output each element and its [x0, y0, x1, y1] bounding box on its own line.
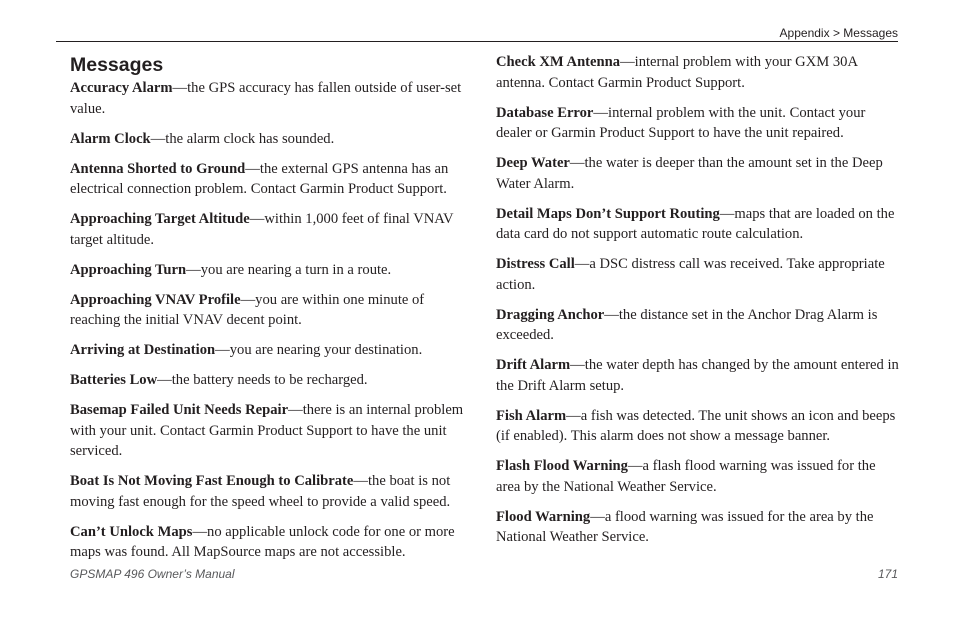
- message-term: Detail Maps Don’t Support Routing: [496, 205, 720, 222]
- message-description: —the alarm clock has sounded.: [150, 130, 335, 147]
- message-description: —you are within one minute of reaching the initial VNAV decent point.: [70, 291, 425, 328]
- message-description: —the water is deeper than the amount set in the Deep Water Alarm.: [496, 155, 883, 192]
- message-entry: [496, 153, 900, 194]
- breadcrumb: [780, 26, 898, 40]
- message-description: —the external GPS antenna has an electrical connection problem. Contact Garmin Product Support.: [70, 160, 449, 197]
- message-term: Drift Alarm: [496, 357, 571, 373]
- breadcrumb-page: Messages: [843, 26, 898, 40]
- footer-page-number: 171: [877, 567, 898, 581]
- message-entry: [496, 305, 900, 346]
- message-entry: [70, 260, 466, 281]
- message-entry: [70, 290, 466, 331]
- right-message-list: [496, 52, 900, 548]
- right-column: [496, 52, 900, 557]
- message-term: Batteries Low: [70, 372, 158, 388]
- message-term: Can’t Unlock Maps: [70, 523, 193, 540]
- message-term: Approaching Target Altitude: [70, 211, 250, 227]
- message-term: Arriving at Destination: [70, 342, 216, 358]
- page-title: Messages: [70, 54, 164, 76]
- message-entry: [496, 507, 900, 548]
- message-description: —a flash flood warning was issued for the area by the National Weather Service.: [496, 458, 876, 495]
- message-description: —the boat is not moving fast enough for the speed wheel to provide a valid speed.: [70, 473, 451, 510]
- message-description: —the GPS accuracy has fallen outside of user-set value.: [70, 80, 462, 117]
- message-description: —a flood warning was issued for the area by the National Weather Service.: [496, 508, 874, 545]
- message-description: —a fish was detected. The unit shows an icon and beeps (if enabled). This alarm does not show a message banner.: [496, 407, 896, 444]
- message-term: Distress Call: [496, 256, 575, 272]
- message-description: —the distance set in the Anchor Drag Alarm is exceeded.: [496, 306, 878, 343]
- message-term: Deep Water: [496, 155, 570, 171]
- message-term: Approaching VNAV Profile: [70, 291, 241, 308]
- message-term: Fish Alarm: [496, 407, 567, 424]
- message-description: —a DSC distress call was received. Take appropriate action.: [496, 256, 885, 293]
- message-entry: [496, 254, 900, 295]
- message-description: —internal problem with the unit. Contact your dealer or Garmin Product Support to have the unit repaired.: [496, 104, 866, 141]
- message-term: Basemap Failed Unit Needs Repair: [70, 402, 289, 418]
- message-entry: [496, 456, 900, 497]
- message-entry: [496, 355, 900, 396]
- message-entry: [496, 52, 900, 93]
- breadcrumb-section: Appendix: [779, 26, 830, 40]
- message-term: Dragging Anchor: [496, 306, 605, 323]
- message-description: —internal problem with your GXM 30A antenna. Contact Garmin Product Support.: [496, 54, 858, 91]
- message-entry: [496, 103, 900, 144]
- message-entry: [70, 522, 466, 563]
- left-column: [70, 52, 466, 572]
- message-entry: [70, 209, 466, 250]
- header-rule: [56, 41, 898, 42]
- message-description: —no applicable unlock code for one or more maps was found. All MapSource maps are not accessible.: [70, 523, 455, 560]
- message-description: —the battery needs to be recharged.: [157, 372, 368, 388]
- message-entry: [70, 400, 466, 462]
- message-term: Antenna Shorted to Ground: [70, 160, 246, 177]
- message-entry: [496, 406, 900, 447]
- message-entry: [70, 471, 466, 512]
- message-description: —there is an internal problem with your unit. Contact Garmin Product Support to have the unit serviced.: [70, 402, 464, 459]
- message-description: —within 1,000 feet of final VNAV target altitude.: [70, 211, 454, 248]
- left-message-list: [70, 78, 466, 563]
- message-description: —the water depth has changed by the amount entered in the Drift Alarm setup.: [496, 357, 899, 394]
- message-term: Alarm Clock: [70, 130, 151, 147]
- message-entry: [70, 370, 466, 391]
- message-term: Flash Flood Warning: [496, 458, 628, 474]
- message-entry: [70, 78, 466, 119]
- message-term: Accuracy Alarm: [70, 80, 173, 96]
- message-term: Boat Is Not Moving Fast Enough to Calibrate: [70, 473, 354, 489]
- message-entry: [70, 340, 466, 361]
- message-term: Database Error: [496, 104, 594, 121]
- message-entry: [496, 204, 900, 245]
- footer-manual-title: GPSMAP 496 Owner’s Manual: [70, 567, 235, 581]
- message-term: Check XM Antenna: [496, 54, 621, 70]
- message-term: Flood Warning: [496, 508, 591, 525]
- message-entry: [70, 159, 466, 200]
- message-description: —you are nearing your destination.: [215, 342, 423, 358]
- message-entry: [70, 129, 466, 150]
- message-term: Approaching Turn: [70, 261, 187, 278]
- message-description: —maps that are loaded on the data card do not support automatic route calculation.: [496, 205, 895, 242]
- breadcrumb-separator: >: [832, 26, 840, 40]
- message-description: —you are nearing a turn in a route.: [186, 261, 392, 278]
